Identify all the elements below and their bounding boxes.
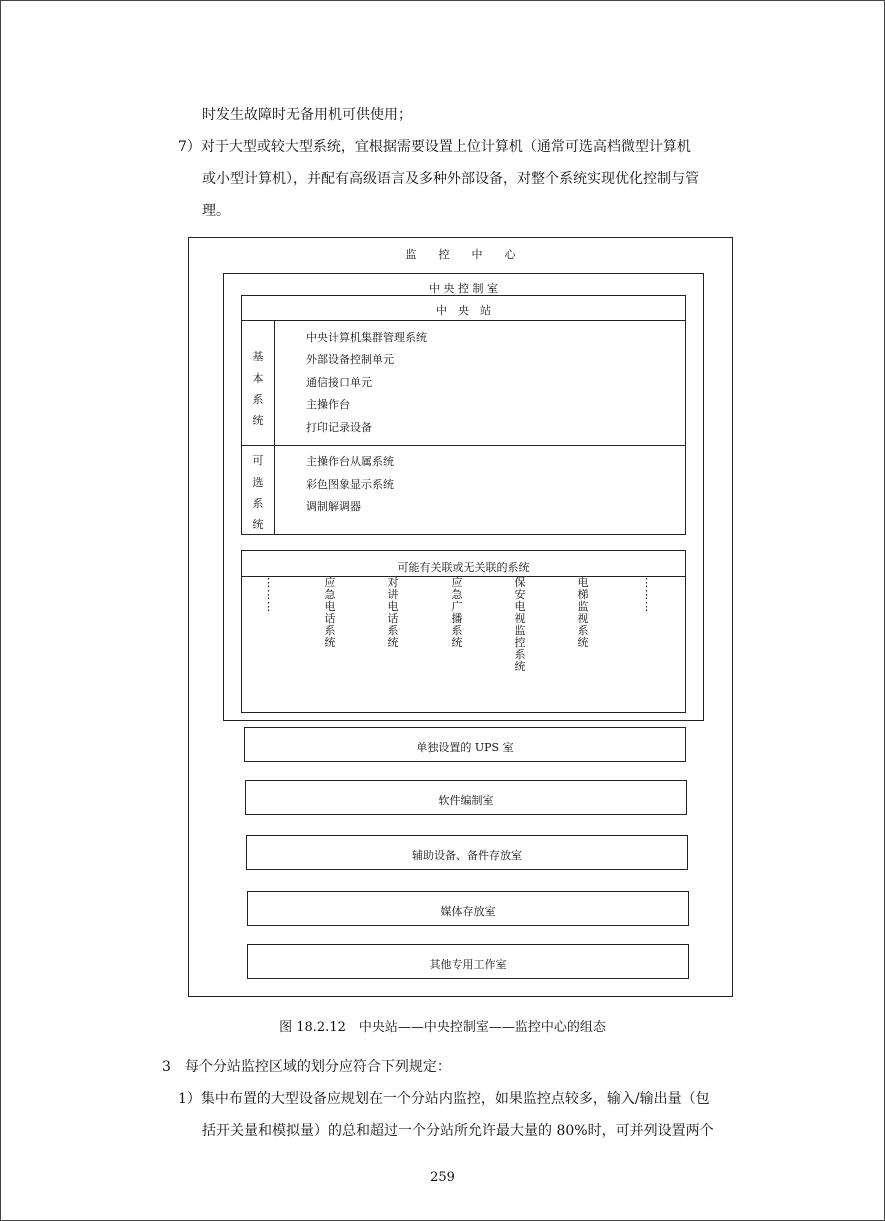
optional-item: 彩色图象显示系统 [306,478,394,491]
basic-item: 主操作台 [306,398,350,411]
related-system: 保安电视监控系统 [514,576,526,673]
basic-label-char: 本 [252,372,264,385]
text-line-3: 或小型计算机），并配有高级语言及多种外部设备，对整个系统实现优化控制与管 [202,171,699,187]
basic-label-char: 统 [252,414,264,427]
room-box [247,944,689,979]
related-system: 应急广播系统 [451,576,463,649]
related-system: 应急电话系统 [324,576,336,649]
room-label: 单独设置的 UPS 室 [416,741,514,754]
divider [241,445,686,446]
room-box [246,835,688,870]
room-label: 软件编制室 [438,794,494,807]
basic-item: 打印记录设备 [306,421,372,434]
basic-label-char: 基 [252,350,264,363]
related-system: 对讲电话系统 [387,576,399,649]
page-number: 259 [430,1170,455,1185]
room-box [245,780,687,815]
divider [241,576,686,577]
ellipsis-left: ⋮⋮⋮ [263,576,274,613]
room-box [247,891,689,926]
optional-item: 调制解调器 [306,500,361,513]
room-label: 其他专用工作室 [429,958,507,971]
optional-label-char: 系 [252,497,264,510]
section-heading: 3 每个分站监控区域的划分应符合下列规定： [162,1059,451,1075]
figure-caption: 图 18.2.12 中央站——中央控制室——监控中心的组态 [279,1020,606,1035]
room-label: 媒体存放室 [440,905,496,918]
central-station-title: 中 央 站 [436,304,491,317]
text-line-2: 7）对于大型或较大型系统，宜根据需要设置上位计算机（通常可选高档微型计算机 [178,139,691,155]
room-label: 辅助设备、备件存放室 [412,849,522,862]
optional-label-char: 统 [252,518,264,531]
optional-label-char: 选 [252,476,264,489]
monitor-center-title: 监 控 中 心 [405,248,516,261]
optional-label-char: 可 [252,454,264,467]
optional-item: 主操作台从属系统 [306,455,394,468]
basic-item: 外部设备控制单元 [306,353,394,366]
basic-item: 通信接口单元 [306,376,372,389]
text-line-1: 时发生故障时无备用机可供使用； [202,107,412,123]
related-systems-box [241,550,686,713]
divider [241,320,686,321]
ellipsis-right: ⋮⋮⋮ [641,576,652,613]
basic-item: 中央计算机集群管理系统 [306,331,427,344]
related-systems-title: 可能有关联或无关联的系统 [397,561,530,574]
control-room-title: 中 央 控 制 室 [429,282,498,295]
text-line: 1）集中布置的大型设备应规划在一个分站内监控，如果监控点较多，输入/输出量（包 [178,1091,710,1107]
related-system: 电梯监视系统 [577,576,589,649]
divider [274,320,275,535]
basic-label-char: 系 [252,393,264,406]
text-line: 括开关量和模拟量）的总和超过一个分站所允许最大量的 80%时，可并列设置两个 [202,1123,714,1139]
text-line-4: 理。 [202,203,230,219]
room-box [244,727,686,762]
